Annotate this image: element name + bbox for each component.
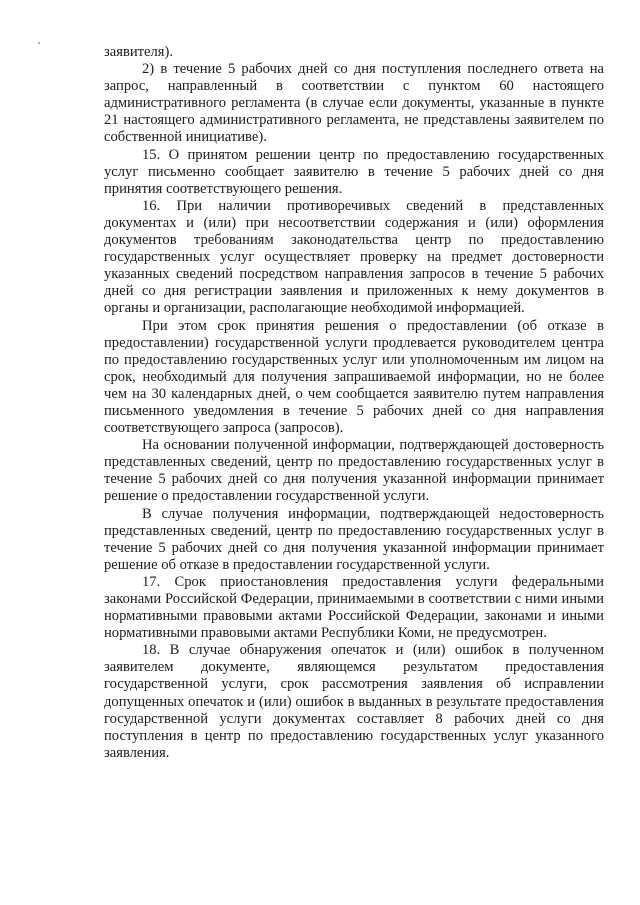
paragraph-item-2: 2) в течение 5 рабочих дней со дня поступления последнего ответа на запрос, направленный в соответствии с пунктом 60 настоящего административного регламента (в случае если документы, указанные в пункте 21 настоящего административного регламента, не представлены заявителем по собственной инициативе). [104,61,604,146]
paragraph-16-confirmed: На основании полученной информации, подтверждающей достоверность представленных сведений, центр по предоставлению государственных услуг в течение 5 рабочих дней со дня получения указанной информации принимает решение о предоставлении государственной услуги. [104,437,604,505]
paragraph-continuation: заявителя). [104,44,174,60]
scan-artifact-dot [38,42,40,44]
document-body [104,44,604,762]
paragraph-16-term-extension: При этом срок принятия решения о предоставлении (об отказе в предоставлении) государственной услуги продлевается руководителем центра по предоставлению государственных услуг или уполномоченным им лицом на срок, необходимый для получения запрашиваемой информации, но не более чем на 30 календарных дней, о чем сообщается заявителю путем направления письменного уведомления в течение 5 рабочих дней со дня направления соответствующего запроса (запросов). [104,317,604,437]
paragraph-16-refuted: В случае получения информации, подтверждающей недостоверность представленных сведений, центр по предоставлению государственных услуг в течение 5 рабочих дней со дня получения указанной информации принимает решение об отказе в предоставлении государственной услуги. [104,505,604,573]
paragraph-16: 16. При наличии противоречивых сведений в представленных документах и (или) при несоответствии содержания и (или) оформления документов требованиям законодательства центр по предоставлению государственных услуг осуществляет проверку на предмет достоверности указанных сведений посредством направления запросов в течение 5 рабочих дней со дня регистрации заявления и приложенных к нему документов в органы и организации, располагающие необходимой информацией. [104,197,604,317]
paragraph-15: 15. О принятом решении центр по предоставлению государственных услуг письменно сообщает заявителю в течение 5 рабочих дней со дня принятия соответствующего решения. [104,146,604,197]
paragraph-17: 17. Срок приостановления предоставления услуги федеральными законами Российской Федерации, принимаемыми в соответствии с ними иными нормативными правовыми актами Российской Федерации, законами и иными нормативными правовыми актами Республики Коми, не предусмотрен. [104,573,604,642]
paragraph-18: 18. В случае обнаружения опечаток и (или) ошибок в полученном заявителем документе, являющемся результатом предоставления государственной услуги, срок рассмотрения заявления об исправлении допущенных опечаток и (или) ошибок в выданных в результате предоставления государственной услуги документах составляет 8 рабочих дней со дня поступления в центр по предоставлению государственных услуг указанного заявления. [104,642,604,761]
